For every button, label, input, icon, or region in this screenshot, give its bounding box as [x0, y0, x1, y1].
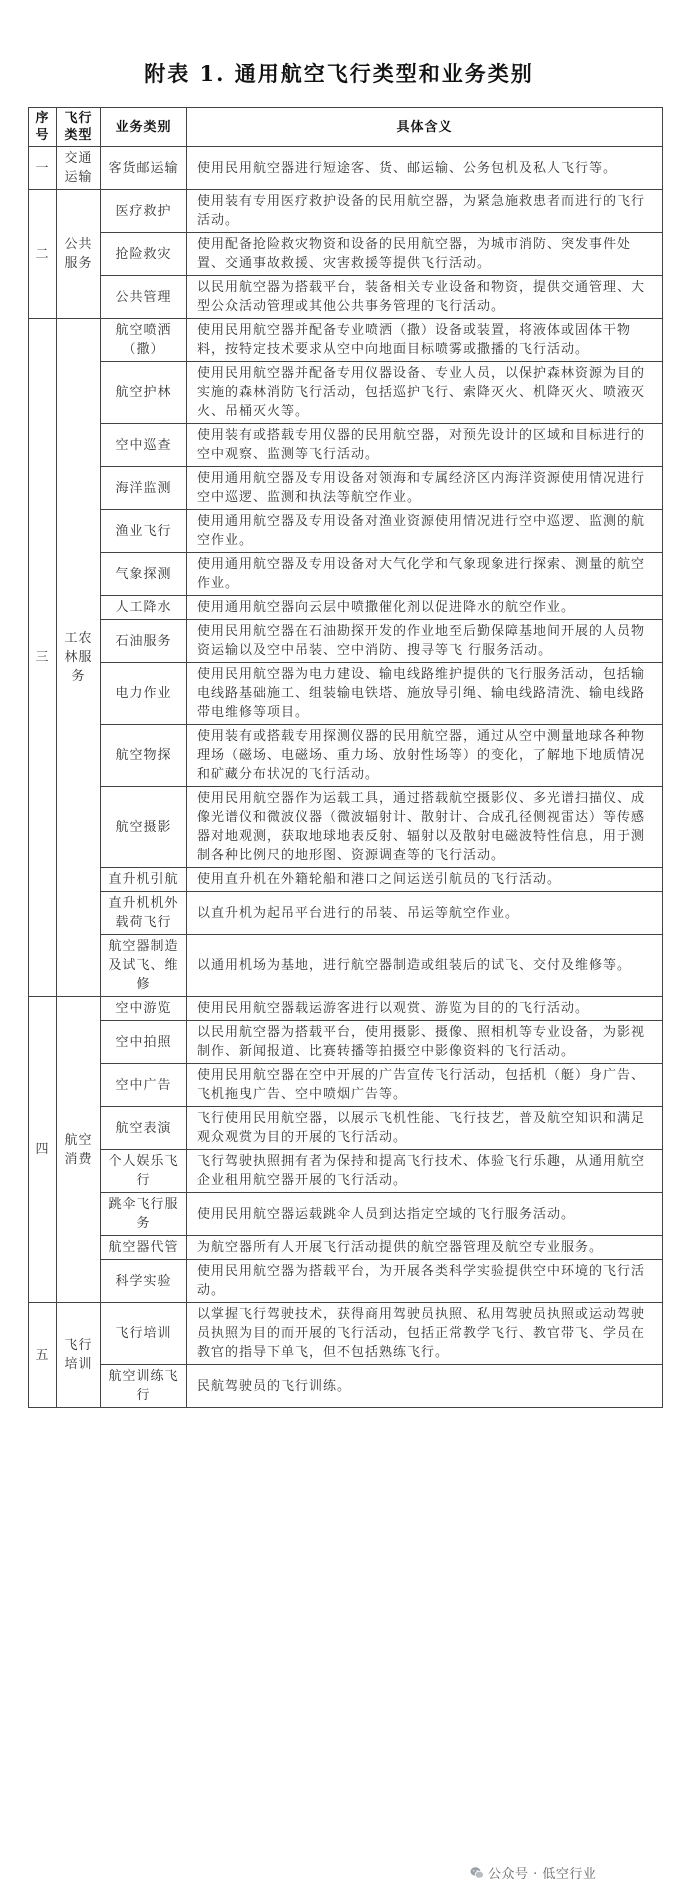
- header-biz: 业务类别: [101, 108, 187, 147]
- table-row: [29, 620, 663, 663]
- biz-cell: 航空物探: [101, 725, 187, 787]
- header-desc: 具体含义: [187, 108, 663, 147]
- biz-cell: 渔业飞行: [101, 510, 187, 553]
- biz-cell: 直升机引航: [101, 868, 187, 892]
- biz-cell: 飞行培训: [101, 1303, 187, 1365]
- desc-cell: 使用民用航空器为搭载平台，为开展各类科学实验提供空中环境的飞行活动。: [187, 1260, 663, 1303]
- table-row: [29, 935, 663, 997]
- table-row: [29, 725, 663, 787]
- desc-cell: 使用装有或搭载专用仪器的民用航空器，对预先设计的区域和目标进行的空中观察、监测等飞行活动。: [187, 424, 663, 467]
- biz-cell: 人工降水: [101, 596, 187, 620]
- table-row: [29, 1193, 663, 1236]
- table-row: [29, 892, 663, 935]
- table-row: [29, 1365, 663, 1408]
- desc-cell: 使用通用航空器及专用设备对渔业资源使用情况进行空中巡逻、监测的航空作业。: [187, 510, 663, 553]
- group-type: 飞行培训: [57, 1303, 101, 1408]
- biz-cell: 航空器制造及试飞、维修: [101, 935, 187, 997]
- table-row: [29, 424, 663, 467]
- biz-cell: 石油服务: [101, 620, 187, 663]
- watermark: [470, 1863, 596, 1882]
- group-type: 工农林服务: [57, 319, 101, 997]
- biz-cell: 航空训练飞行: [101, 1365, 187, 1408]
- table-row: [29, 510, 663, 553]
- desc-cell: 以通用机场为基地，进行航空器制造或组装后的试飞、交付及维修等。: [187, 935, 663, 997]
- group-seq: 二: [29, 190, 57, 319]
- desc-cell: 使用装有专用医疗救护设备的民用航空器，为紧急施救患者而进行的飞行活动。: [187, 190, 663, 233]
- desc-cell: 使用民用航空器载运游客进行以观赏、游览为目的的飞行活动。: [187, 997, 663, 1021]
- table-row: [29, 1303, 663, 1365]
- biz-cell: 公共管理: [101, 276, 187, 319]
- desc-cell: 以直升机为起吊平台进行的吊装、吊运等航空作业。: [187, 892, 663, 935]
- table-row: [29, 663, 663, 725]
- biz-cell: 跳伞飞行服务: [101, 1193, 187, 1236]
- table-row: [29, 1064, 663, 1107]
- desc-cell: 使用直升机在外籍轮船和港口之间运送引航员的飞行活动。: [187, 868, 663, 892]
- biz-cell: 空中游览: [101, 997, 187, 1021]
- desc-cell: 飞行驾驶执照拥有者为保持和提高飞行技术、体验飞行乐趣，从通用航空企业租用航空器开展的飞行活动。: [187, 1150, 663, 1193]
- table-row: [29, 553, 663, 596]
- flight-type-table: [28, 107, 663, 1408]
- table-row: [29, 276, 663, 319]
- desc-cell: 以掌握飞行驾驶技术，获得商用驾驶员执照、私用驾驶员执照或运动驾驶员执照为目的而开展的飞行活动，包括正常教学飞行、教官带飞、学员在教官的指导下单飞，但不包括熟练飞行。: [187, 1303, 663, 1365]
- table-row: [29, 190, 663, 233]
- table-row: [29, 596, 663, 620]
- group-type: 航空消费: [57, 997, 101, 1303]
- header-seq: 序号: [29, 108, 57, 147]
- group-type: 交通运输: [57, 147, 101, 190]
- group-type: 公共服务: [57, 190, 101, 319]
- desc-cell: 飞行使用民用航空器，以展示飞机性能、飞行技艺，普及航空知识和满足观众观赏为目的开展的飞行活动。: [187, 1107, 663, 1150]
- desc-cell: 使用通用航空器及专用设备对大气化学和气象现象进行探索、测量的航空作业。: [187, 553, 663, 596]
- desc-cell: 民航驾驶员的飞行训练。: [187, 1365, 663, 1408]
- biz-cell: 医疗救护: [101, 190, 187, 233]
- table-row: [29, 233, 663, 276]
- biz-cell: 航空护林: [101, 362, 187, 424]
- table-row: [29, 147, 663, 190]
- group-seq: 三: [29, 319, 57, 997]
- table-row: [29, 362, 663, 424]
- biz-cell: 航空喷洒（撒）: [101, 319, 187, 362]
- desc-cell: 以民用航空器为搭载平台，使用摄影、摄像、照相机等专业设备，为影视制作、新闻报道、比赛转播等拍摄空中影像资料的飞行活动。: [187, 1021, 663, 1064]
- biz-cell: 航空摄影: [101, 787, 187, 868]
- table-row: [29, 319, 663, 362]
- desc-cell: 使用民用航空器进行短途客、货、邮运输、公务包机及私人飞行等。: [187, 147, 663, 190]
- wechat-icon: [470, 1866, 484, 1880]
- table-row: [29, 868, 663, 892]
- table-row: [29, 1021, 663, 1064]
- biz-cell: 空中巡查: [101, 424, 187, 467]
- table-row: [29, 467, 663, 510]
- desc-cell: 使用通用航空器及专用设备对领海和专属经济区内海洋资源使用情况进行空中巡逻、监测和执法等航空作业。: [187, 467, 663, 510]
- desc-cell: 使用民用航空器并配备专用仪器设备、专业人员，以保护森林资源为目的实施的森林消防飞行活动，包括巡护飞行、索降灭火、机降灭火、喷液灭火、吊桶灭火等。: [187, 362, 663, 424]
- biz-cell: 直升机机外载荷飞行: [101, 892, 187, 935]
- desc-cell: 使用配备抢险救灾物资和设备的民用航空器，为城市消防、突发事件处置、交通事故救援、灾害救援等提供飞行活动。: [187, 233, 663, 276]
- biz-cell: 航空器代管: [101, 1236, 187, 1260]
- group-seq: 五: [29, 1303, 57, 1408]
- desc-cell: 使用通用航空器向云层中喷撒催化剂以促进降水的航空作业。: [187, 596, 663, 620]
- desc-cell: 使用民用航空器为电力建设、输电线路维护提供的飞行服务活动，包括输电线路基础施工、组装输电铁塔、施放导引绳、输电线路清洗、输电线路带电维修等项目。: [187, 663, 663, 725]
- biz-cell: 空中拍照: [101, 1021, 187, 1064]
- table-row: [29, 997, 663, 1021]
- desc-cell: 以民用航空器为搭载平台，装备相关专业设备和物资，提供交通管理、大型公众活动管理或其他公共事务管理的飞行活动。: [187, 276, 663, 319]
- biz-cell: 气象探测: [101, 553, 187, 596]
- desc-cell: 使用民用航空器运载跳伞人员到达指定空域的飞行服务活动。: [187, 1193, 663, 1236]
- watermark-text: 公众号 · 低空行业: [488, 1867, 597, 1882]
- table-row: [29, 787, 663, 868]
- biz-cell: 空中广告: [101, 1064, 187, 1107]
- table-row: [29, 1107, 663, 1150]
- biz-cell: 海洋监测: [101, 467, 187, 510]
- table-header-row: [29, 108, 663, 147]
- biz-cell: 电力作业: [101, 663, 187, 725]
- group-seq: 一: [29, 147, 57, 190]
- desc-cell: 为航空器所有人开展飞行活动提供的航空器管理及航空专业服务。: [187, 1236, 663, 1260]
- table-row: [29, 1236, 663, 1260]
- biz-cell: 个人娱乐飞行: [101, 1150, 187, 1193]
- desc-cell: 使用民用航空器并配备专业喷洒（撒）设备或装置，将液体或固体干物料，按特定技术要求从空中向地面目标喷雾或撒播的飞行活动。: [187, 319, 663, 362]
- header-type: 飞行类型: [57, 108, 101, 147]
- biz-cell: 航空表演: [101, 1107, 187, 1150]
- desc-cell: 使用民用航空器在石油勘探开发的作业地至后勤保障基地间开展的人员物资运输以及空中吊装、空中消防、搜寻等飞 行服务活动。: [187, 620, 663, 663]
- desc-cell: 使用装有或搭载专用探测仪器的民用航空器，通过从空中测量地球各种物理场（磁场、电磁场、重力场、放射性场等）的变化，了解地下地质情况和矿藏分布状况的飞行活动。: [187, 725, 663, 787]
- biz-cell: 抢险救灾: [101, 233, 187, 276]
- page-title: 附表 1. 通用航空飞行类型和业务类别: [144, 61, 534, 86]
- desc-cell: 使用民用航空器作为运载工具，通过搭载航空摄影仪、多光谱扫描仪、成像光谱仪和微波仪器（微波辐射计、散射计、合成孔径侧视雷达）等传感器对地观测，获取地球地表反射、辐射以及散射电磁波特性信息，用于测制各种比例尺的地形图、资源调查等的飞行活动。: [187, 787, 663, 868]
- biz-cell: 科学实验: [101, 1260, 187, 1303]
- desc-cell: 使用民用航空器在空中开展的广告宣传飞行活动，包括机（艇）身广告、飞机拖曳广告、空中喷烟广告等。: [187, 1064, 663, 1107]
- table-row: [29, 1260, 663, 1303]
- table-row: [29, 1150, 663, 1193]
- biz-cell: 客货邮运输: [101, 147, 187, 190]
- group-seq: 四: [29, 997, 57, 1303]
